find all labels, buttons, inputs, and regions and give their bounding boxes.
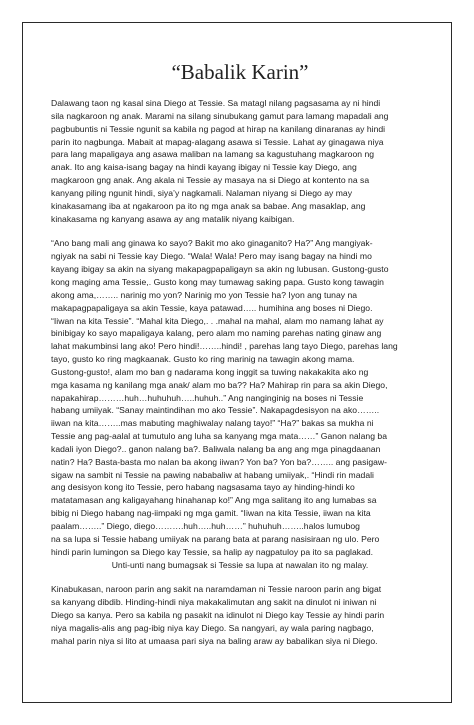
text-line: habang umiiyak. “Sanay maintindihan mo ako Tessie”. Nakapagdesisyon na ako…….. <box>51 405 380 416</box>
text-line: kayang ibigay sa akin na siyang makapagpapaligayn sa akin ng lubusan. Gustong-gusto <box>51 264 389 275</box>
text-line: Kinabukasan, naroon parin ang sakit na naramdaman ni Tessie naroon parin ang bigat <box>51 584 382 595</box>
text-line: magkaroon gng anak. Ang akala ni Tessie ay masaya na si Diego at kontento na sa <box>51 175 370 186</box>
text-line: kinakasamang iba at ngakaroon pa ito ng mga anak sa babae. Ang masaklap, ang <box>51 200 366 211</box>
text-line: parin ito nagbunga. Mabait at mapag-alagang asawa si Tessie. Lahat ay ginagawa niya <box>51 136 384 147</box>
text-line: akong ama,…….. narinig mo yon? Narinig mo yon Tessie ha? Iyon ang tunay na <box>51 289 358 300</box>
text-line: bibig ni Diego habang nag-iimpaki ng mga gamit. “Iiwan na kita Tessie, iiwan na kita <box>51 508 371 519</box>
text-line: hindi parin lumingon sa Diego kay Tessie, sa halip ay nagpatuloy pa ito sa paglakad. <box>51 546 374 557</box>
text-line: “Ano bang mali ang ginawa ko sayo? Bakit mo ako ginaganito? Ha?” Ang mangiyak- <box>51 238 373 249</box>
text-line: makapagpapaligaya sa akin Tessie, kaya patawad….. humihina ang boses ni Diego. <box>51 302 373 313</box>
text-line: kanyang piling ngunit hindi, siya’y nagkamali. Nalaman niyang si Diego ay may <box>51 187 353 198</box>
text-line: lahat makumbinsi lang ako! Pero hindi!……..hindi! , parehas lang tayo Diego, parehas lang <box>51 341 398 352</box>
text-line: mga kasama ng kanilang mga anak/ alam mo ba?? Ha? Mahirap rin para sa akin Diego, <box>51 379 388 390</box>
text-line: sila nagkaroon ng anak. Marami na silang sinubukang gamut para lamang mapadali ang <box>51 110 389 121</box>
text-line: kadali iyon Diego?.. ganon nalang ba?. Baliwala nalang ba ang ang mga pinagdaanan <box>51 443 381 454</box>
document-page <box>22 22 452 703</box>
text-line: iiwan na kita……..mas mabuting maghiwalay nalang tayo!” “Ha?” bakas sa mukha ni <box>51 418 374 429</box>
text-line: paalam……..” Diego, diego……….huh…..huh……” huhuhuh……..halos lumubog <box>51 521 360 531</box>
text-line: Diego sa kanya. Pero sa kabila ng pasakit na idinulot ni Diego kay Tessie ay hindi parin <box>51 610 385 621</box>
text-line: para lang mapaligaya ang asawa maliban na lamang sa kagustuhang magkaroon ng <box>51 149 375 160</box>
text-line: ang desisyon kong ito Tessie, pero habang nagsasama tayo ay hinding-hindi ko <box>51 482 355 493</box>
text-line: sa kanyang dibdib. Hinding-hindi niya makakalimutan ang sakit na dinulot ni iniwan ni <box>51 597 377 608</box>
text-line: “Iiwan na kita Tessie”. “Mahal kita Diego,. . .mahal na mahal, alam mo namang lahat ay <box>51 315 384 326</box>
text-line: Tessie ang pag-aalal at tumutulo ang luha sa kanyang mga mata……” Ganon nalang ba <box>51 431 388 442</box>
text-line: tayo, gusto ko ring magkaanak. Gusto ko ring marinig na tawagin akong mama. <box>51 354 355 365</box>
text-line: matatamasan ang kaligayahang hinahanap ko!” Ang mga salitang ito ang lumabas sa <box>51 495 377 506</box>
story-title: “Babalik Karin” <box>171 60 309 84</box>
text-line: Unti-unti nang bumagsak si Tessie sa lupa at nawalan ito ng malay. <box>111 559 369 570</box>
document-content <box>51 59 429 660</box>
text-line: Gustong-gusto!, alam mo ban g nadarama kong inggit sa tuwing nakakakita ako ng <box>51 366 369 377</box>
paragraph-1 <box>51 97 429 225</box>
text-line: ngiyak na sabi ni Tessie kay Diego. “Wala! Wala! Pero may isang bagay na hindi mo <box>51 251 372 262</box>
text-line: kinakasama ng kanyang asawa ay ang matalik niyang kaibigan. <box>51 213 295 224</box>
text-line: pagbubuntis ni Tessie ngunit sa kabila ng pagod at hirap na kanilang dinaranas ay hindi <box>51 123 386 134</box>
text-line: Dalawang taon ng kasal sina Diego at Tessie. Sa matagl nilang pagsasama ay ni hindi <box>51 98 381 108</box>
paragraph-2 <box>51 237 429 571</box>
text-line: mahal parin niya si lito at umaasa pari siya na baling araw ay babalikan siya ni Diego. <box>51 635 378 646</box>
text-line: sigaw na sambit ni Tessie na pawing nababaliw at habang umiiyak,. “Hindi rin madali <box>51 469 374 480</box>
text-line: kong maging ama Tessie,. Gusto kong may tumawag saking papa. Gusto kong tawagin <box>51 276 384 287</box>
paragraph-3 <box>51 583 429 647</box>
text-line: na sa lupa si Tessie habang umiiyak na parang bata at parang nasisiraan ng ulo. Pero <box>51 533 380 544</box>
text-line: natin? Ha? Basta-basta mo nalan ba akong iiwan? Yon ba? Yon ba?…….. ang pasigaw- <box>51 456 388 467</box>
text-line: niya magalis-alis ang pag-ibig niya kay Diego. Sa nangyari, ay wala paring nagbago, <box>51 622 374 633</box>
text-line: anak. Ito ang kaisa-isang bagay na hindi kayang ibigay ni Tessie kay Diego, ang <box>51 162 357 173</box>
text-line: napakahirap………huh…huhuhuh…..huhuh..” Ang nanginginig na boses ni Tessie <box>51 392 364 403</box>
text-line: binibigay ko sayo mapaligaya kalang, pero alam mo naming parehas nating ginaw ang <box>51 328 382 339</box>
